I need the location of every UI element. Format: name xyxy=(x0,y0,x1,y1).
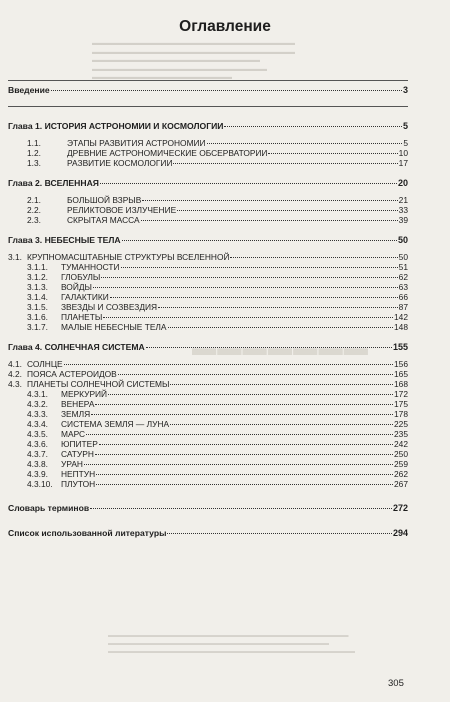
entry-number: 4.2. xyxy=(8,369,22,379)
section-title: Глава 3. НЕБЕСНЫЕ ТЕЛА xyxy=(8,235,121,245)
section-title: Словарь терминов xyxy=(8,503,90,513)
dot-leader xyxy=(90,508,392,509)
toc-entry xyxy=(8,262,408,272)
entry-number: 3.1.7. xyxy=(27,322,48,332)
dot-leader xyxy=(170,384,393,385)
toc-entry xyxy=(8,302,408,312)
entry-number: 4.3.8. xyxy=(27,459,48,469)
dot-leader xyxy=(158,307,398,308)
dot-leader xyxy=(121,267,398,268)
entry-page-number: 33 xyxy=(398,205,408,215)
toc-entry xyxy=(8,479,408,489)
dot-leader xyxy=(95,454,393,455)
entry-title: ПЛАНЕТЫ xyxy=(61,312,103,322)
dot-leader xyxy=(100,183,397,184)
entry-page-number: 5 xyxy=(403,138,408,148)
entry-number: 3.1.3. xyxy=(27,282,48,292)
toc-entry xyxy=(8,439,408,449)
toc-entry xyxy=(8,379,408,389)
section-page-number: 50 xyxy=(397,235,408,245)
entry-page-number: 17 xyxy=(398,158,408,168)
toc-entry xyxy=(8,409,408,419)
entry-page-number: 242 xyxy=(394,439,408,449)
entry-number: 4.3.7. xyxy=(27,449,48,459)
entry-title: СОЛНЦЕ xyxy=(27,359,63,369)
entry-title: ВОЙДЫ xyxy=(61,282,92,292)
page-number: 305 xyxy=(388,678,404,689)
toc-entry xyxy=(8,469,408,479)
toc-entry xyxy=(8,205,408,215)
entry-title: ПЛАНЕТЫ СОЛНЕЧНОЙ СИСТЕМЫ xyxy=(27,379,170,389)
dot-leader xyxy=(101,277,397,278)
show-through-text-top: ▬▬▬▬▬▬▬▬▬▬▬▬▬▬▬▬▬▬▬▬▬▬▬▬▬▬▬▬▬ ▬▬▬▬▬▬▬▬▬▬▬▬▬▬▬▬▬▬▬▬▬▬▬▬▬▬▬▬▬ ▬▬▬▬▬▬▬▬▬▬▬▬▬▬▬▬▬▬▬▬▬▬▬▬ ▬▬▬▬▬▬▬▬▬▬▬▬▬▬▬▬▬▬▬▬▬▬▬▬▬ ▬▬▬▬▬▬▬▬▬▬▬▬▬▬▬▬▬▬▬▬ xyxy=(92,40,295,81)
section-title: Введение xyxy=(8,85,50,95)
dot-leader xyxy=(91,414,393,415)
toc-spacer xyxy=(8,168,408,178)
dot-leader xyxy=(51,90,402,91)
dot-leader xyxy=(64,364,393,365)
section-title: Глава 1. ИСТОРИЯ АСТРОНОМИИ И КОСМОЛОГИИ xyxy=(8,121,224,131)
toc-spacer xyxy=(8,514,408,528)
dot-leader xyxy=(167,533,392,534)
toc-entry xyxy=(8,369,408,379)
dot-leader xyxy=(207,143,403,144)
dot-leader xyxy=(170,424,393,425)
section-title: Список использованной литературы xyxy=(8,528,167,538)
dot-leader xyxy=(142,200,397,201)
toc-entry xyxy=(8,272,408,282)
entry-title: КРУПНОМАСШТАБНЫЕ СТРУКТУРЫ ВСЕЛЕННОЙ xyxy=(27,252,230,262)
dot-leader xyxy=(122,240,397,241)
toc-entry xyxy=(8,389,408,399)
entry-number: 3.1.4. xyxy=(27,292,48,302)
entry-number: 4.3.6. xyxy=(27,439,48,449)
dot-leader xyxy=(99,444,393,445)
entry-title: ДРЕВНИЕ АСТРОНОМИЧЕСКИЕ ОБСЕРВАТОРИИ xyxy=(67,148,268,158)
show-through-text-bottom: ▬▬▬▬▬▬▬▬▬▬▬▬▬▬▬▬▬▬▬▬▬▬▬▬▬▬▬▬▬▬▬▬▬▬▬▬▬ ▬▬▬▬▬▬▬▬▬▬▬▬▬▬▬▬▬▬▬▬▬▬▬▬▬▬▬▬▬▬▬▬▬▬ ▬▬▬▬▬▬▬▬▬▬▬▬▬▬▬▬▬▬▬▬▬▬▬▬▬▬▬▬▬▬▬▬▬▬▬▬▬▬ xyxy=(108,632,355,655)
entry-page-number: 87 xyxy=(398,302,408,312)
entry-title: ПОЯСА АСТЕРОИДОВ xyxy=(27,369,117,379)
toc-entry xyxy=(8,312,408,322)
entry-number: 1.3. xyxy=(27,158,41,168)
toc-entry xyxy=(8,138,408,148)
dot-leader xyxy=(224,126,402,127)
entry-page-number: 21 xyxy=(398,195,408,205)
entry-number: 4.3.10. xyxy=(27,479,53,489)
dot-leader xyxy=(268,153,397,154)
toc-entry xyxy=(8,449,408,459)
entry-page-number: 235 xyxy=(394,429,408,439)
dot-leader xyxy=(93,287,398,288)
entry-page-number: 175 xyxy=(394,399,408,409)
entry-page-number: 62 xyxy=(398,272,408,282)
dot-leader xyxy=(86,434,393,435)
section-page-number: 3 xyxy=(402,85,408,95)
show-through-heading: ▬▬▬▬▬▬▬ xyxy=(191,335,370,360)
dot-leader xyxy=(230,257,397,258)
section-page-number: 20 xyxy=(397,178,408,188)
entry-number: 4.3.5. xyxy=(27,429,48,439)
dot-leader xyxy=(146,347,392,348)
section-title: Глава 2. ВСЕЛЕННАЯ xyxy=(8,178,99,188)
dot-leader xyxy=(110,297,398,298)
entry-number: 1.1. xyxy=(27,138,41,148)
dot-leader xyxy=(103,317,393,318)
toc-divider xyxy=(8,106,408,107)
dot-leader xyxy=(177,210,397,211)
toc-section-heading xyxy=(8,528,408,539)
entry-number: 2.2. xyxy=(27,205,41,215)
toc-entry xyxy=(8,399,408,409)
toc-entry xyxy=(8,158,408,168)
toc-entry xyxy=(8,419,408,429)
entry-title: ТУМАННОСТИ xyxy=(61,262,120,272)
dot-leader xyxy=(141,220,398,221)
entry-number: 4.3. xyxy=(8,379,22,389)
entry-number: 3.1. xyxy=(8,252,22,262)
entry-page-number: 250 xyxy=(394,449,408,459)
toc-entry xyxy=(8,148,408,158)
entry-title: САТУРН xyxy=(61,449,94,459)
entry-title: ГАЛАКТИКИ xyxy=(61,292,109,302)
entry-title: ЮПИТЕР xyxy=(61,439,98,449)
toc-spacer xyxy=(8,489,408,503)
dot-leader xyxy=(173,163,397,164)
entry-number: 3.1.2. xyxy=(27,272,48,282)
toc-section-heading xyxy=(8,85,408,96)
toc-section-heading xyxy=(8,178,408,189)
entry-number: 2.3. xyxy=(27,215,41,225)
entry-title: МЕРКУРИЙ xyxy=(61,389,108,399)
dot-leader xyxy=(96,474,393,475)
entry-title: РАЗВИТИЕ КОСМОЛОГИИ xyxy=(67,158,173,168)
toc-spacer xyxy=(8,225,408,235)
dot-leader xyxy=(118,374,393,375)
entry-page-number: 66 xyxy=(398,292,408,302)
entry-number: 3.1.5. xyxy=(27,302,48,312)
entry-page-number: 50 xyxy=(398,252,408,262)
entry-title: СКРЫТАЯ МАССА xyxy=(67,215,140,225)
entry-number: 3.1.1. xyxy=(27,262,48,272)
toc-entry xyxy=(8,195,408,205)
toc-spacer xyxy=(8,332,408,342)
entry-number: 1.2. xyxy=(27,148,41,158)
entry-page-number: 165 xyxy=(394,369,408,379)
dot-leader xyxy=(84,464,393,465)
entry-page-number: 267 xyxy=(394,479,408,489)
entry-number: 4.3.2. xyxy=(27,399,48,409)
toc-section-heading xyxy=(8,121,408,132)
entry-title: ПЛУТОН xyxy=(61,479,96,489)
toc-section-heading xyxy=(8,503,408,514)
toc-section-heading xyxy=(8,342,408,353)
entry-title: НЕПТУН xyxy=(61,469,96,479)
toc-entry xyxy=(8,252,408,262)
entry-title: ЗВЕЗДЫ И СОЗВЕЗДИЯ xyxy=(61,302,158,312)
toc-divider xyxy=(8,80,408,81)
toc-spacer xyxy=(8,111,408,121)
entry-page-number: 63 xyxy=(398,282,408,292)
toc-entry xyxy=(8,292,408,302)
entry-page-number: 259 xyxy=(394,459,408,469)
toc-section-heading xyxy=(8,235,408,246)
entry-number: 4.3.1. xyxy=(27,389,48,399)
entry-page-number: 168 xyxy=(394,379,408,389)
entry-number: 3.1.6. xyxy=(27,312,48,322)
entry-number: 4.3.9. xyxy=(27,469,48,479)
entry-page-number: 148 xyxy=(394,322,408,332)
section-title: Глава 4. СОЛНЕЧНАЯ СИСТЕМА xyxy=(8,342,145,352)
entry-title: РЕЛИКТОВОЕ ИЗЛУЧЕНИЕ xyxy=(67,205,177,215)
entry-title: СИСТЕМА ЗЕМЛЯ — ЛУНА xyxy=(61,419,170,429)
entry-page-number: 262 xyxy=(394,469,408,479)
entry-title: ЭТАПЫ РАЗВИТИЯ АСТРОНОМИИ xyxy=(67,138,206,148)
entry-title: ВЕНЕРА xyxy=(61,399,95,409)
toc-entry xyxy=(8,215,408,225)
section-page-number: 155 xyxy=(392,342,408,352)
toc-entry xyxy=(8,359,408,369)
dot-leader xyxy=(96,484,393,485)
entry-title: УРАН xyxy=(61,459,83,469)
section-page-number: 5 xyxy=(402,121,408,131)
section-page-number: 272 xyxy=(392,503,408,513)
entry-title: ГЛОБУЛЫ xyxy=(61,272,101,282)
entry-number: 4.1. xyxy=(8,359,22,369)
entry-page-number: 142 xyxy=(394,312,408,322)
toc-entry xyxy=(8,322,408,332)
entry-page-number: 172 xyxy=(394,389,408,399)
entry-number: 2.1. xyxy=(27,195,41,205)
entry-page-number: 10 xyxy=(398,148,408,158)
dot-leader xyxy=(168,327,394,328)
toc-entry xyxy=(8,282,408,292)
entry-title: МАЛЫЕ НЕБЕСНЫЕ ТЕЛА xyxy=(61,322,167,332)
section-page-number: 294 xyxy=(392,528,408,538)
entry-page-number: 156 xyxy=(394,359,408,369)
entry-title: МАРС xyxy=(61,429,86,439)
entry-page-number: 39 xyxy=(398,215,408,225)
dot-leader xyxy=(108,394,393,395)
entry-title: ЗЕМЛЯ xyxy=(61,409,91,419)
toc-spacer xyxy=(8,96,408,106)
entry-number: 4.3.4. xyxy=(27,419,48,429)
dot-leader xyxy=(95,404,393,405)
entry-page-number: 51 xyxy=(398,262,408,272)
entry-title: БОЛЬШОЙ ВЗРЫВ xyxy=(67,195,142,205)
page-title: Оглавление xyxy=(179,18,271,35)
toc-entry xyxy=(8,429,408,439)
entry-number: 4.3.3. xyxy=(27,409,48,419)
table-of-contents xyxy=(8,80,408,539)
toc-entry xyxy=(8,459,408,469)
entry-page-number: 225 xyxy=(394,419,408,429)
entry-page-number: 178 xyxy=(394,409,408,419)
